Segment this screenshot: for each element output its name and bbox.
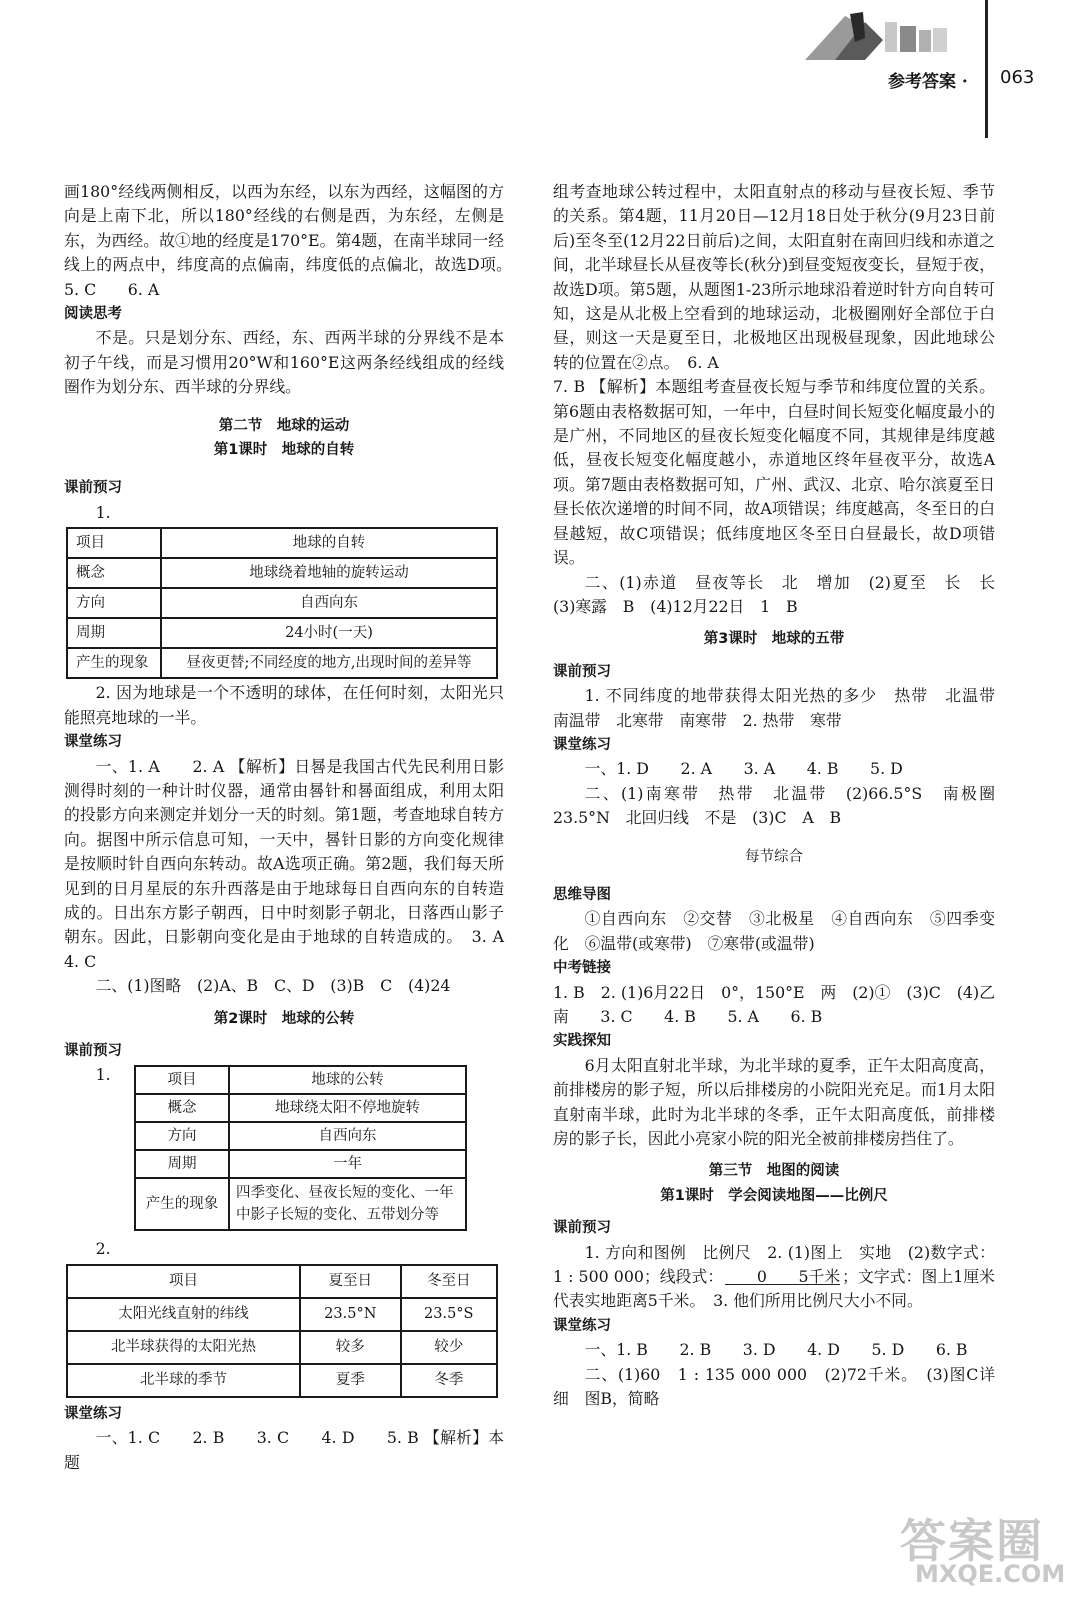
table-row bbox=[67, 1265, 497, 1298]
table-cell: 四季变化、昼夜长短的变化、一年中影子长短的变化、五带划分等 bbox=[229, 1178, 466, 1230]
table-cell: 概念 bbox=[67, 558, 161, 588]
table-cell: 太阳光线直射的纬线 bbox=[67, 1298, 300, 1331]
table-row bbox=[135, 1178, 466, 1230]
lesson-title-scale: 第1课时 学会阅读地图——比例尺 bbox=[660, 1187, 888, 1204]
reading-think-label: 阅读思考 bbox=[64, 306, 122, 323]
lesson-title-rotation: 第1课时 地球的自转 bbox=[213, 442, 355, 459]
table-cell: 冬季 bbox=[401, 1364, 498, 1397]
line-scale bbox=[723, 1265, 842, 1289]
practice-revolution-part-1: 一、1. C 2. B 3. C 4. D 5. B 【解析】本题 bbox=[64, 1428, 504, 1472]
practice-zones-part-2: 二、(1)南寒带 热带 北温带 (2)66.5°S 南极圈 23.5°N 北回归线 不是 (3)C A B bbox=[553, 783, 1011, 828]
table-cell: 24小时(一天) bbox=[161, 618, 497, 648]
mindmap-label: 思维导图 bbox=[553, 886, 611, 903]
table-cell: 项目 bbox=[67, 1265, 300, 1298]
table-row bbox=[67, 558, 497, 588]
table-cell: 自西向东 bbox=[161, 588, 497, 618]
table-cell: 昼夜更替;不同经度的地方,出现时间的差异等 bbox=[161, 648, 497, 678]
preview-label-3: 课前预习 bbox=[553, 663, 611, 680]
table-cell: 产生的现象 bbox=[135, 1178, 229, 1230]
table-cell: 23.5°N bbox=[300, 1298, 400, 1331]
preview-scale-answer bbox=[553, 1241, 995, 1314]
right-column bbox=[553, 180, 1011, 1412]
table-row bbox=[135, 1094, 466, 1122]
rotation-table bbox=[66, 527, 498, 679]
preview-scale-text-b: ；文字式：图上1厘米代表实地距离5千米。 3. 他们所用比例尺大小不同。 bbox=[553, 1267, 995, 1311]
table-cell: 北半球获得的太阳光热 bbox=[67, 1331, 300, 1364]
table-row bbox=[67, 1364, 497, 1397]
table-row bbox=[67, 648, 497, 678]
question-2-answer: 2. 因为地球是一个不透明的球体，在任何时刻，太阳光只能照亮地球的一半。 bbox=[64, 683, 504, 727]
table-cell: 产生的现象 bbox=[67, 648, 161, 678]
table-cell: 项目 bbox=[135, 1066, 229, 1094]
table-row bbox=[135, 1150, 466, 1178]
practice-part-1: 一、1. A 2. A 【解析】日晷是我国古代先民利用日影测得时刻的一种计时仪器，通常由晷针和晷面组成，利用太阳的投影方向来测定并划分一天的时刻。第1题，考查地球自转方向。据图中所示信息可知，一天中，晷针日影的方向变化规律是按顺时针自西向东转动。故A选项正确。第2题，我们每天所见到的日月星辰的东升西落是由于地球每日自西向东的自转造成的。日出东方影子朝西，日中时刻影子朝北，日落西山影子朝东。因此，日影朝向变化是由于地球的自转造成的。 3. A 4. C bbox=[64, 756, 536, 971]
practice-explore-answer: 6月太阳直射北半球，为北半球的夏季，正午太阳高度高，前排楼房的影子短，所以后排楼房的小院阳光充足。而1月太阳直射南半球，此时为北半球的冬季，正午太阳高度低，前排楼房的影子长，因此小亮家小院的阳光全被前排楼房挡住了。 bbox=[553, 1055, 995, 1149]
table-cell: 方向 bbox=[67, 588, 161, 618]
table-cell: 地球的自转 bbox=[161, 528, 497, 558]
preview-answer-3: 1. 不同纬度的地带获得太阳光热的多少 热带 北温带 南温带 北寒带 南寒带 2. 热带 寒带 bbox=[553, 686, 1011, 730]
table-row bbox=[67, 588, 497, 618]
mindmap-answer: ①自西向东 ②交替 ③北极星 ④自西向东 ⑤四季变化 ⑥温带(或寒带) ⑦寒带(或温带) bbox=[553, 909, 995, 953]
table-cell: 地球的公转 bbox=[229, 1066, 466, 1094]
table-row bbox=[67, 618, 497, 648]
question-number-1: 1. bbox=[95, 502, 111, 522]
table-row bbox=[135, 1122, 466, 1150]
line-scale-bar bbox=[725, 1284, 840, 1285]
practice-label-2: 课堂练习 bbox=[64, 1405, 122, 1422]
section-title-map-reading: 第三节 地图的阅读 bbox=[708, 1163, 840, 1180]
exam-link-label: 中考链接 bbox=[553, 960, 611, 977]
left-paragraph-1: 画180°经线两侧相反，以西为东经，以东为西经，这幅图的方向是上南下北，所以180°经线的右侧是西，为东经，左侧是东，为西经。故①地的经度是170°E。第4题，在南半球同一经线上的两点中，纬度高的点偏南，纬度低的点偏北，故选D项。 5. C 6. A bbox=[64, 182, 520, 299]
header-vertical-rule bbox=[985, 0, 988, 138]
right-paragraph-2: 7. B 【解析】本题组考查昼夜长短与季节和纬度位置的关系。第6题由表格数据可知，一年中，白昼时间长短变化幅度最小的是广州，不同地区的昼夜长短变化幅度不同，其规律是纬度越低，昼夜长短变化幅度越小，赤道地区终年昼夜平分，故选A项。第7题由表格数据可知，广州、武汉、北京、哈尔滨夏至日昼长依次递增的时间不同，故A项错误；纬度越高，冬至日的白昼越短，故C项错误；低纬度地区冬至日白昼最长，故D项错误。 bbox=[553, 377, 995, 568]
table-cell: 夏至日 bbox=[300, 1265, 400, 1298]
preview-scale-text-a: 1. 方向和图例 比例尺 2. (1)图上 实地 (2)数字式：1 : 500 000；线段式： bbox=[553, 1242, 995, 1287]
table-cell: 夏季 bbox=[300, 1364, 400, 1397]
line-scale-text: 0 5千米 bbox=[756, 1267, 841, 1287]
page-number: 063 bbox=[1000, 67, 1035, 88]
preview-label-2: 课前预习 bbox=[64, 1042, 122, 1059]
watermark-url: MXQE.COM bbox=[915, 1560, 1066, 1588]
watermark-logo: 答案圈 bbox=[900, 1514, 1044, 1568]
table-cell: 方向 bbox=[135, 1122, 229, 1150]
table-cell: 北半球的季节 bbox=[67, 1364, 300, 1397]
table-cell: 冬至日 bbox=[401, 1265, 498, 1298]
question-number-2b: 2. bbox=[95, 1239, 111, 1259]
right-paragraph-3: 二、(1)赤道 昼夜等长 北 增加 (2)夏至 长 长 (3)寒露 B (4)12月22日 1 B bbox=[553, 572, 1011, 616]
right-paragraph-1: 组考查地球公转过程中，太阳直射点的移动与昼夜长短、季节的关系。第4题，11月20日—12月18日处于秋分(9月23日前后)至冬至(12月22日前后)之间，太阳直射在南回归线和赤道之间，北半球昼长从昼夜等长(秋分)到昼变短夜变长，昼短于夜，故选D项。第5题，从题图1-23所示地球沿着逆时针方向自转可知，这是从北极上空看到的地球运动，北极圈刚好全部位于白昼，则这一天是夏至日，北极地区出现极昼现象，因此地球公转的位置在②点。 6. A bbox=[553, 182, 995, 372]
table-cell: 地球绕着地轴的旋转运动 bbox=[161, 558, 497, 588]
reading-think-text: 不是。只是划分东、西经，东、西两半球的分界线不是本初子午线，而是习惯用20°W和160°E这两条经线组成的经线圈作为划分东、西半球的分界线。 bbox=[64, 328, 504, 397]
left-column: 画180°经线两侧相反，以西为东经，以东为西经，这幅图的方向是上南下北，所以180°经线的右侧是西，为东经，左侧是东，为西经。故①地的经度是170°E。第4题，在南半球同一经线上的两点中，纬度高的点偏南，纬度低的点偏北，故选D项。 5. C 6. A 阅读思考 不是。只是划分东、西经，东、西两半球的分界线不是本初子午线，而是习惯用20°W和160°E这两条经线组成的经线圈作为划分东、西半球的分界线。 第二节 地球的运动 第1课时 地球的自转 课前预习 1. 项目 地球的自转 概念 地球绕着地轴的旋转运动 方向 自西向东 周期 24小时(一天) 产生的现象 昼夜更替;不同经度的地方,出现时间的差异等 2. 因为地球是一个不透明的球体，在任何时刻，太阳光只能照亮地球的一半。 课堂练习 一、1. A 2. A 【解析】日晷是我国古代先民利用日影测得时刻的一种计时仪器，通常由晷针和晷面组成，利用太阳的投影方向来测定并划分一天的时刻。第1题，考查地球自转方向。据图中所示信息可知，一天中，晷针日影的方向变化规律是按顺时针自西向东转动。故A选项正确。第2题，我们每天所见到的日月星辰的东升西落是由于地球每日自西向东的自转造成的。日出东方影子朝西，日中时刻影子朝北，日落西山影子朝东。因此，日影朝向变化是由于地球的自转造成的。 3. A 4. C 二、(1)图略 (2)A、B C、D (3)B C (4)24 第2课时 地球的公转 课前预习 1. 项目 地球的公转 概念 地球绕太阳不停地旋转 方向 自西向东 周期 一年 产生的现象 四季变化、昼夜长短的变化、一年中影子长短的变化、五带划分等 2. 项目 夏至日 冬至日 太阳光线直射的纬线 23.5°N 23.5°S 北半球获得的太阳光热 较多 较少 北半球的季节 夏季 冬季 课堂练习 一、1. C 2. B 3. C 4. D 5. B 【解析】本题 bbox=[64, 180, 504, 1475]
practice-label-3: 课堂练习 bbox=[553, 736, 611, 753]
practice-label: 课堂练习 bbox=[64, 734, 122, 751]
table-cell: 较少 bbox=[401, 1331, 498, 1364]
summary-title: 每节综合 bbox=[745, 848, 803, 865]
practice-zones-part-1: 一、1. D 2. A 3. A 4. B 5. D bbox=[584, 759, 903, 779]
table-cell: 自西向东 bbox=[229, 1122, 466, 1150]
lesson-title-revolution: 第2课时 地球的公转 bbox=[213, 1010, 355, 1027]
table-row bbox=[67, 1331, 497, 1364]
table-row bbox=[135, 1066, 466, 1094]
table-cell: 概念 bbox=[135, 1094, 229, 1122]
practice-label-4: 课堂练习 bbox=[553, 1317, 611, 1334]
table-cell: 一年 bbox=[229, 1150, 466, 1178]
table-cell: 周期 bbox=[135, 1150, 229, 1178]
table-row bbox=[67, 528, 497, 558]
practice-part-2: 二、(1)图略 (2)A、B C、D (3)B C (4)24 bbox=[95, 976, 451, 996]
table-cell: 地球绕太阳不停地旋转 bbox=[229, 1094, 466, 1122]
header-section-label: 参考答案 · bbox=[888, 72, 968, 92]
table-cell: 项目 bbox=[67, 528, 161, 558]
table-cell: 较多 bbox=[300, 1331, 400, 1364]
table-row bbox=[67, 1298, 497, 1331]
revolution-table bbox=[134, 1065, 467, 1231]
header-decoration-graphic bbox=[805, 12, 955, 60]
practice-explore-label: 实践探知 bbox=[553, 1033, 611, 1050]
exam-link-answer: 1. B 2. (1)6月22日 0°，150°E 两 (2)① (3)C (4)乙 南 3. C 4. B 5. A 6. B bbox=[553, 982, 1011, 1026]
table-cell: 周期 bbox=[67, 618, 161, 648]
preview-label: 课前预习 bbox=[64, 480, 122, 497]
lesson-title-five-zones: 第3课时 地球的五带 bbox=[703, 631, 845, 648]
table-cell: 23.5°S bbox=[401, 1298, 498, 1331]
practice-scale-part-2: 二、(1)60 1 : 135 000 000 (2)72千米。 (3)图C详细 图B，简略 bbox=[553, 1364, 995, 1409]
preview-label-4: 课前预习 bbox=[553, 1220, 611, 1237]
solstice-table bbox=[66, 1264, 498, 1398]
practice-scale-part-1: 一、1. B 2. B 3. D 4. D 5. D 6. B bbox=[584, 1340, 968, 1360]
section-title-earth-motion: 第二节 地球的运动 bbox=[218, 417, 350, 434]
